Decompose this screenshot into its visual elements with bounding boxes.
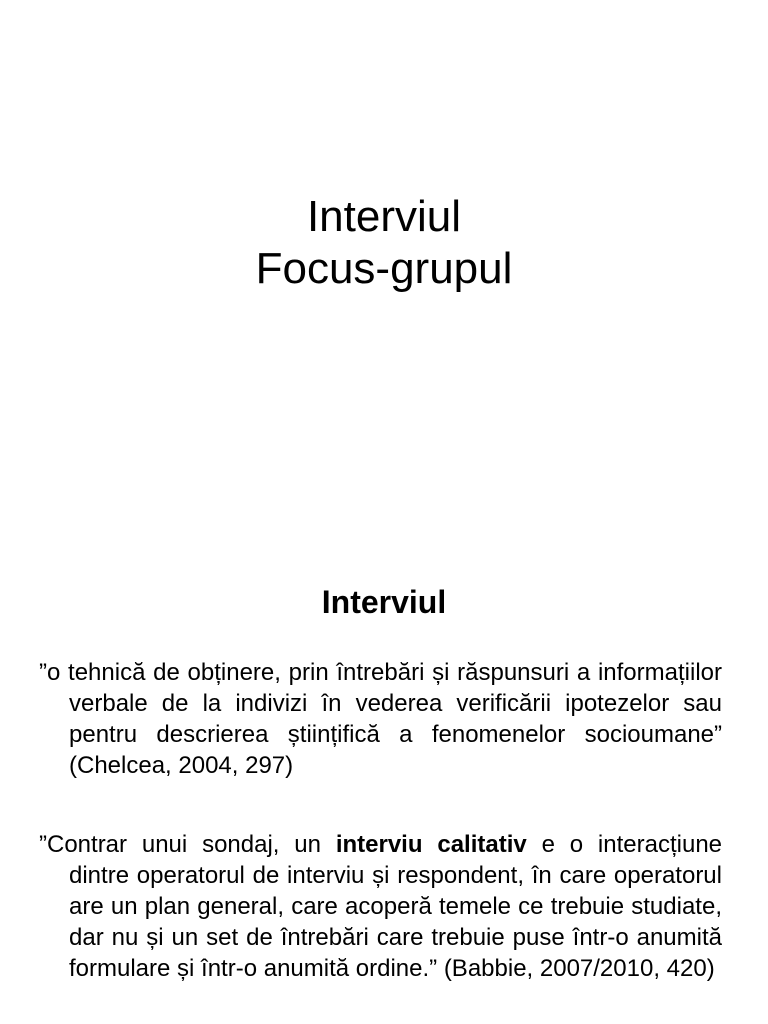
quote-bold-term: interviu calitativ [335, 831, 527, 858]
quote-text-start: ”Contrar unui sondaj, un [39, 831, 336, 858]
section-heading: Interviul [321, 584, 447, 620]
quote-text-end: e o interacțiune dintre operatorul de interviu și respondent, în care operatorul are un plan general, care acoperă temele ce trebuie studiate, dar nu și un set de întrebări care trebuie puse într-o anumită formulare și într-o anumită ordine.” (Babbie, 2007/2010, 420) [69, 831, 723, 982]
title-line-1: Interviul [306, 192, 462, 241]
definition-quote-chelcea: ”o tehnică de obținere, prin întrebări și răspunsuri a informațiilor verbale de la indivizi în vederea verificării ipotezelor sau pentru descrierea științifică a fenomenelor socioumane” (Chelcea, 2004, 297) [39, 659, 722, 779]
definition-quote-babbie [39, 829, 722, 984]
slide-title [0, 191, 768, 295]
title-line-2: Focus-grupul [255, 244, 513, 293]
